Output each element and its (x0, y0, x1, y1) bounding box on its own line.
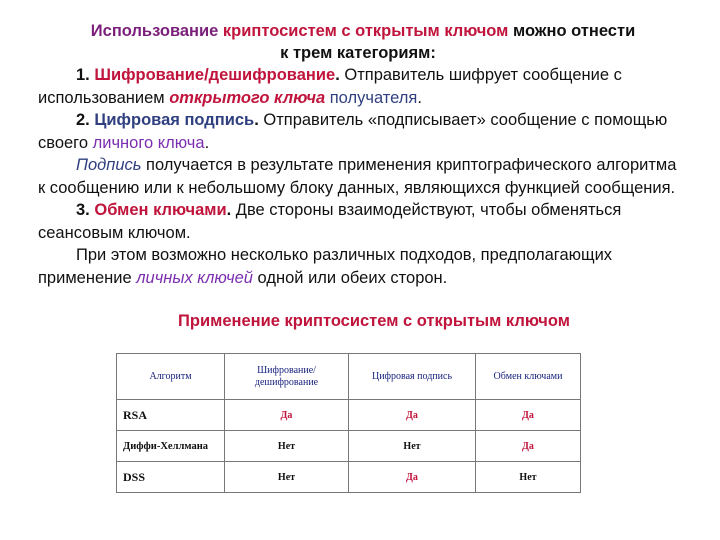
item1-term: Шифрование/дешифрование (94, 66, 336, 84)
row-signature: Нет (349, 431, 476, 462)
item3-dot: . (226, 201, 232, 219)
header-encryption: Шифрование/ дешифрование (225, 354, 349, 400)
signature-term: Подпись (76, 156, 142, 174)
row-algorithm: DSS (117, 462, 225, 493)
intro-heading-line1 (38, 20, 678, 42)
row-signature: Да (349, 462, 476, 493)
table-row (117, 400, 581, 431)
table-row (117, 431, 581, 462)
header-signature: Цифровая подпись (349, 354, 476, 400)
item2-number: 2. (76, 111, 95, 129)
item2-text1: Отправитель «подписывает» сообщение с помощью своего (38, 111, 668, 152)
header-algorithm: Алгоритм (117, 354, 225, 400)
item1-end: . (417, 88, 422, 107)
document-body (38, 20, 678, 331)
row-key-exchange: Да (476, 431, 581, 462)
row-key-exchange: Да (476, 400, 581, 431)
header-key-exchange: Обмен ключами (476, 354, 581, 400)
row-algorithm: RSA (117, 400, 225, 431)
item2-end: . (204, 133, 210, 152)
table-row (117, 462, 581, 493)
signature-paragraph (38, 154, 678, 199)
item-encryption (38, 64, 678, 109)
item1-receiver: получателя (329, 88, 418, 107)
table-header-row (117, 354, 581, 400)
intro-term: криптосистем с открытым ключом (222, 22, 509, 40)
intro-heading-line2: к трем категориям: (280, 44, 436, 62)
item1-dot: . (335, 66, 340, 84)
signature-text: получается в результате применения криптографического алгоритма к сообщению или к небольшому блоку данных, являющихся функцией сообщения. (38, 156, 677, 197)
section-title: Применение криптосистем с открытым ключом (178, 312, 570, 330)
approaches-text1: При этом возможно несколько различных подходов, предполагающих применение (38, 246, 613, 287)
row-encryption: Нет (225, 462, 349, 493)
item-digital-signature (38, 109, 678, 154)
item2-key: личного ключа (92, 133, 205, 152)
approaches-text2: одной или обеих сторон. (252, 268, 448, 287)
item-key-exchange (38, 199, 678, 244)
intro-part1: Использование (90, 22, 223, 40)
item3-term: Обмен ключами (94, 201, 227, 219)
item1-key: открытого ключа (169, 88, 326, 107)
approaches-keys: личных ключей (136, 268, 253, 287)
item1-text1: Отправитель шифрует сообщение с использованием (38, 66, 622, 107)
row-encryption: Да (225, 400, 349, 431)
algorithms-table (116, 353, 581, 493)
item2-dot: . (254, 111, 259, 129)
approaches-paragraph (38, 244, 678, 289)
row-encryption: Нет (225, 431, 349, 462)
item1-number: 1. (76, 66, 95, 84)
row-key-exchange: Нет (476, 462, 581, 493)
item2-term: Цифровая подпись (94, 111, 255, 129)
item3-number: 3. (76, 201, 95, 219)
item3-text: Две стороны взаимодействуют, чтобы обменяться сеансовым ключом. (38, 201, 622, 242)
row-signature: Да (349, 400, 476, 431)
row-algorithm: Диффи-Хеллмана (117, 431, 225, 462)
intro-part3: можно отнести (508, 22, 636, 40)
